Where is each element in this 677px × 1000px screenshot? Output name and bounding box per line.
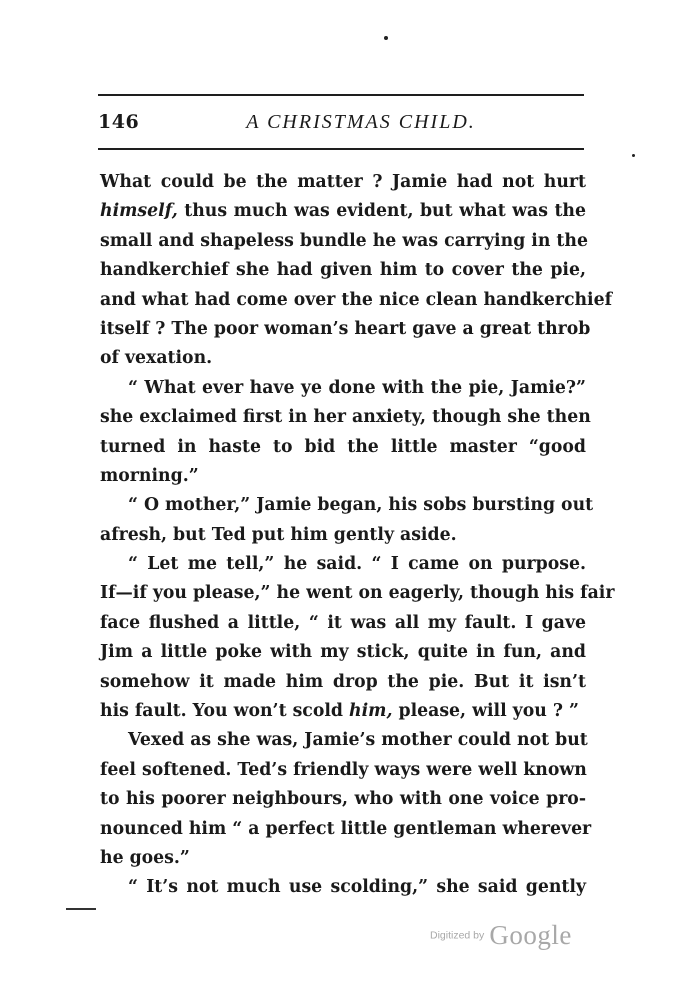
header-rule-bottom <box>98 148 584 150</box>
emphasis-text: him, <box>349 701 393 722</box>
text-segment: morning.” <box>100 465 199 486</box>
scan-speck <box>632 154 635 157</box>
text-line <box>100 521 586 550</box>
paragraph <box>100 374 591 492</box>
text-segment: “ O mother,” Jamie began, his sobs bursting out <box>128 495 594 516</box>
text-line <box>100 227 586 256</box>
text-line <box>100 668 586 697</box>
text-segment: nounced him “ a perfect little gentleman wherever <box>100 818 592 839</box>
paragraph <box>100 726 592 873</box>
text-line <box>100 609 586 638</box>
watermark-logo: Google <box>489 920 572 950</box>
text-line <box>100 491 594 520</box>
text-segment: “ What ever have ye done with the pie, Jamie?” <box>128 377 586 398</box>
text-segment: please, will you ? ” <box>392 701 579 722</box>
text-segment: afresh, but Ted put him gently aside. <box>100 524 457 545</box>
paragraph <box>100 873 586 902</box>
text-segment: and what had come over the nice clean handkerchief <box>100 289 613 310</box>
text-line <box>100 344 586 373</box>
text-segment: Vexed as she was, Jamie’s mother could not but <box>128 730 588 751</box>
text-line <box>100 579 615 608</box>
text-line <box>100 197 586 226</box>
scan-mark <box>66 908 96 910</box>
text-segment: feel softened. Ted’s friendly ways were well known <box>100 759 587 780</box>
scan-speck <box>384 36 388 40</box>
text-line <box>100 374 586 403</box>
text-segment: to his poorer neighbours, who with one voice pro- <box>100 789 586 810</box>
digitization-watermark <box>430 920 572 951</box>
text-line <box>100 697 586 726</box>
text-segment: itself ? The poor woman’s heart gave a great throb <box>100 318 591 339</box>
text-segment: she exclaimed first in her anxiety, though she then <box>100 407 591 428</box>
watermark-prefix: Digitized by <box>430 929 485 942</box>
text-segment: he goes.” <box>100 847 190 868</box>
paragraph <box>100 168 613 374</box>
text-line <box>100 638 586 667</box>
text-segment: thus much was evident, but what was the <box>177 201 586 222</box>
text-line <box>100 815 592 844</box>
header-rule-top <box>98 94 584 96</box>
text-segment: handkerchief she had given him to cover the pie, <box>100 260 586 281</box>
text-segment: somehow it made him drop the pie. But it isn’t <box>100 671 586 692</box>
text-line <box>100 286 613 315</box>
text-line <box>100 873 586 902</box>
text-segment: “ It’s not much use scolding,” she said gently <box>128 877 586 898</box>
paragraph <box>100 550 615 726</box>
text-line <box>100 168 586 197</box>
text-segment: turned in haste to bid the little master “good <box>100 436 586 457</box>
text-line <box>100 756 586 785</box>
paragraph <box>100 491 594 550</box>
text-segment: of vexation. <box>100 348 213 369</box>
text-segment: “ Let me tell,” he said. “ I came on purpose. <box>128 554 586 575</box>
body-text <box>100 168 615 903</box>
text-segment: Jim a little poke with my stick, quite in fun, and <box>100 642 586 663</box>
text-line <box>100 726 586 755</box>
emphasis-text: himself, <box>100 201 178 222</box>
page-header <box>98 111 584 139</box>
text-line <box>100 256 586 285</box>
text-segment: his fault. You won’t scold <box>100 701 350 722</box>
text-line <box>100 844 586 873</box>
page-number: 146 <box>98 111 140 133</box>
text-line <box>100 403 591 432</box>
text-line <box>100 433 586 462</box>
text-segment: face flushed a little, “ it was all my fault. I gave <box>100 612 586 633</box>
text-line <box>100 785 586 814</box>
text-segment: If—if you please,” he went on eagerly, though his fair <box>100 583 615 604</box>
text-line <box>100 315 591 344</box>
text-line <box>100 550 586 579</box>
text-segment: small and shapeless bundle he was carrying in the <box>100 230 588 251</box>
running-head: A CHRISTMAS CHILD. <box>246 111 476 133</box>
text-segment: What could be the matter ? Jamie had not hurt <box>100 172 586 192</box>
text-line <box>100 462 586 491</box>
